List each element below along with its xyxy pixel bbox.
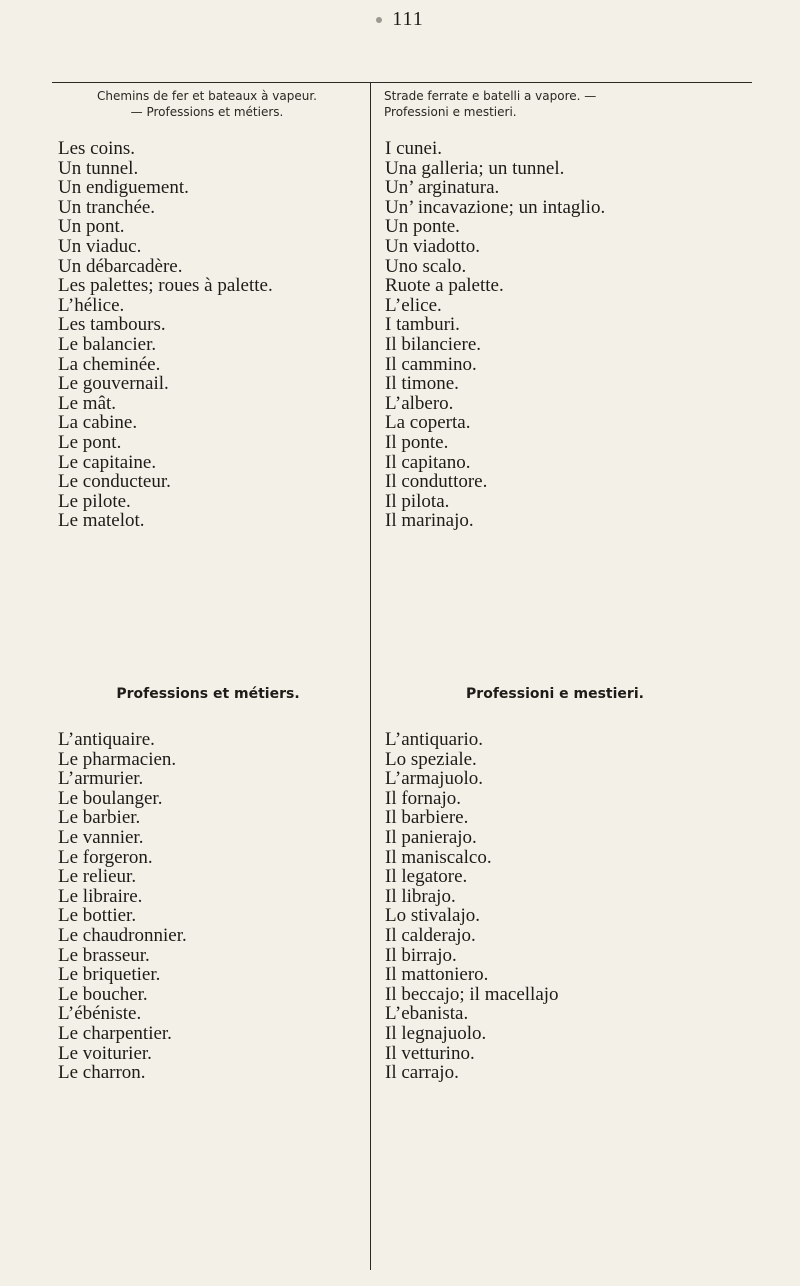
italian-vocabulary-list-professions	[385, 730, 765, 1083]
vocabulary-entry: Les palettes; roues à palette.	[58, 275, 273, 297]
vocabulary-entry: La cabine.	[58, 412, 138, 434]
vocabulary-entry: Il marinajo.	[385, 510, 474, 532]
vocabulary-entry: Il maniscalco.	[385, 846, 492, 868]
vocabulary-entry: Ruote a palette.	[385, 275, 504, 297]
vocabulary-entry: L’elice.	[385, 294, 442, 316]
vocabulary-entry: Un débarcadère.	[58, 255, 183, 277]
vocabulary-entry: Il barbiere.	[385, 807, 469, 829]
column-divider	[370, 82, 371, 1270]
vocabulary-entry: Le matelot.	[58, 510, 145, 532]
vocabulary-entry: Il calderajo.	[385, 924, 476, 946]
vocabulary-entry: I cunei.	[385, 138, 442, 159]
french-vocabulary-list-professions	[58, 730, 363, 1083]
french-head-line-2: — Professions et métiers.	[130, 105, 284, 119]
italian-running-head	[384, 88, 744, 120]
vocabulary-entry: Il timone.	[385, 373, 459, 395]
french-section-heading: Professions et métiers.	[116, 686, 300, 702]
vocabulary-entry: Le boulanger.	[58, 787, 163, 809]
vocabulary-entry: Un viadotto.	[385, 235, 480, 257]
french-head-line-1: Chemins de fer et bateaux à vapeur.	[97, 89, 317, 103]
vocabulary-entry: Il mattoniero.	[385, 964, 489, 986]
vocabulary-entry: Uno scalo.	[385, 255, 467, 277]
vocabulary-entry: Un endiguement.	[58, 177, 189, 199]
vocabulary-entry: Un’ arginatura.	[385, 177, 500, 199]
vocabulary-entry: Le libraire.	[58, 885, 143, 907]
vocabulary-entry: Lo stivalajo.	[385, 905, 480, 927]
vocabulary-entry: Un pont.	[58, 216, 125, 238]
vocabulary-entry: Le briquetier.	[58, 964, 161, 986]
vocabulary-entry: Un’ incavazione; un intaglio.	[385, 196, 606, 218]
vocabulary-entry: Il bilanciere.	[385, 333, 482, 355]
vocabulary-entry: Le charron.	[58, 1062, 146, 1084]
italian-vocabulary-list-transport	[385, 139, 765, 531]
vocabulary-entry: Le voiturier.	[58, 1042, 152, 1064]
header-rule	[52, 82, 752, 83]
vocabulary-entry: Un ponte.	[385, 216, 460, 238]
vocabulary-entry: L’antiquario.	[385, 729, 483, 750]
vocabulary-entry: Les coins.	[58, 138, 136, 159]
vocabulary-entry: L’antiquaire.	[58, 729, 155, 750]
vocabulary-entry: Le forgeron.	[58, 846, 153, 868]
vocabulary-entry: Il birrajo.	[385, 944, 457, 966]
italian-head-line-1: Strade ferrate e batelli a vapore. —	[384, 89, 597, 103]
vocabulary-entry: L’ébéniste.	[58, 1003, 142, 1025]
vocabulary-entry: Il legnajuolo.	[385, 1022, 487, 1044]
vocabulary-entry: Il conduttore.	[385, 471, 488, 493]
page-number: 111	[0, 8, 800, 31]
vocabulary-entry: Il librajo.	[385, 885, 456, 907]
vocabulary-entry: Il panierajo.	[385, 826, 477, 848]
vocabulary-entry: Le gouvernail.	[58, 373, 169, 395]
french-running-head	[52, 88, 362, 120]
vocabulary-entry: Le balancier.	[58, 333, 157, 355]
italian-section-heading: Professioni e mestieri.	[466, 686, 644, 702]
vocabulary-entry: L’hélice.	[58, 294, 125, 316]
vocabulary-entry: Il cammino.	[385, 353, 477, 375]
vocabulary-entry: L’ebanista.	[385, 1003, 469, 1025]
vocabulary-entry: I tamburi.	[385, 314, 460, 336]
vocabulary-entry: Le boucher.	[58, 983, 148, 1005]
vocabulary-entry: Il legatore.	[385, 866, 468, 888]
vocabulary-entry: Le pont.	[58, 431, 122, 453]
vocabulary-entry: Un tranchée.	[58, 196, 156, 218]
vocabulary-entry: Le charpentier.	[58, 1022, 172, 1044]
vocabulary-entry: La cheminée.	[58, 353, 161, 375]
vocabulary-entry: Le pharmacien.	[58, 748, 177, 770]
vocabulary-entry: Il fornajo.	[385, 787, 461, 809]
vocabulary-entry: L’armajuolo.	[385, 768, 483, 790]
vocabulary-entry: Un viaduc.	[58, 235, 142, 257]
vocabulary-entry: Le relieur.	[58, 866, 137, 888]
vocabulary-entry: Le chaudronnier.	[58, 924, 187, 946]
vocabulary-entry: Una galleria; un tunnel.	[385, 157, 565, 179]
vocabulary-entry: Le vannier.	[58, 826, 144, 848]
vocabulary-entry: Il pilota.	[385, 490, 450, 512]
vocabulary-entry: Les tambours.	[58, 314, 166, 336]
vocabulary-entry: Le conducteur.	[58, 471, 171, 493]
vocabulary-entry: Lo speziale.	[385, 748, 477, 770]
vocabulary-entry: L’albero.	[385, 392, 454, 414]
vocabulary-entry: Le capitaine.	[58, 451, 157, 473]
vocabulary-entry: Il vetturino.	[385, 1042, 475, 1064]
vocabulary-entry: La coperta.	[385, 412, 471, 434]
vocabulary-entry: Un tunnel.	[58, 157, 139, 179]
vocabulary-entry: L’armurier.	[58, 768, 144, 790]
vocabulary-entry: Il capitano.	[385, 451, 471, 473]
vocabulary-entry: Il carrajo.	[385, 1062, 459, 1084]
vocabulary-entry: Il beccajo; il macellajo	[385, 983, 559, 1005]
vocabulary-entry: Le barbier.	[58, 807, 141, 829]
vocabulary-entry: Il ponte.	[385, 431, 449, 453]
french-vocabulary-list-transport	[58, 139, 363, 531]
vocabulary-entry: Le brasseur.	[58, 944, 150, 966]
vocabulary-entry: Le pilote.	[58, 490, 131, 512]
vocabulary-entry: Le bottier.	[58, 905, 137, 927]
italian-head-line-2: Professioni e mestieri.	[384, 105, 517, 119]
vocabulary-entry: Le mât.	[58, 392, 117, 414]
